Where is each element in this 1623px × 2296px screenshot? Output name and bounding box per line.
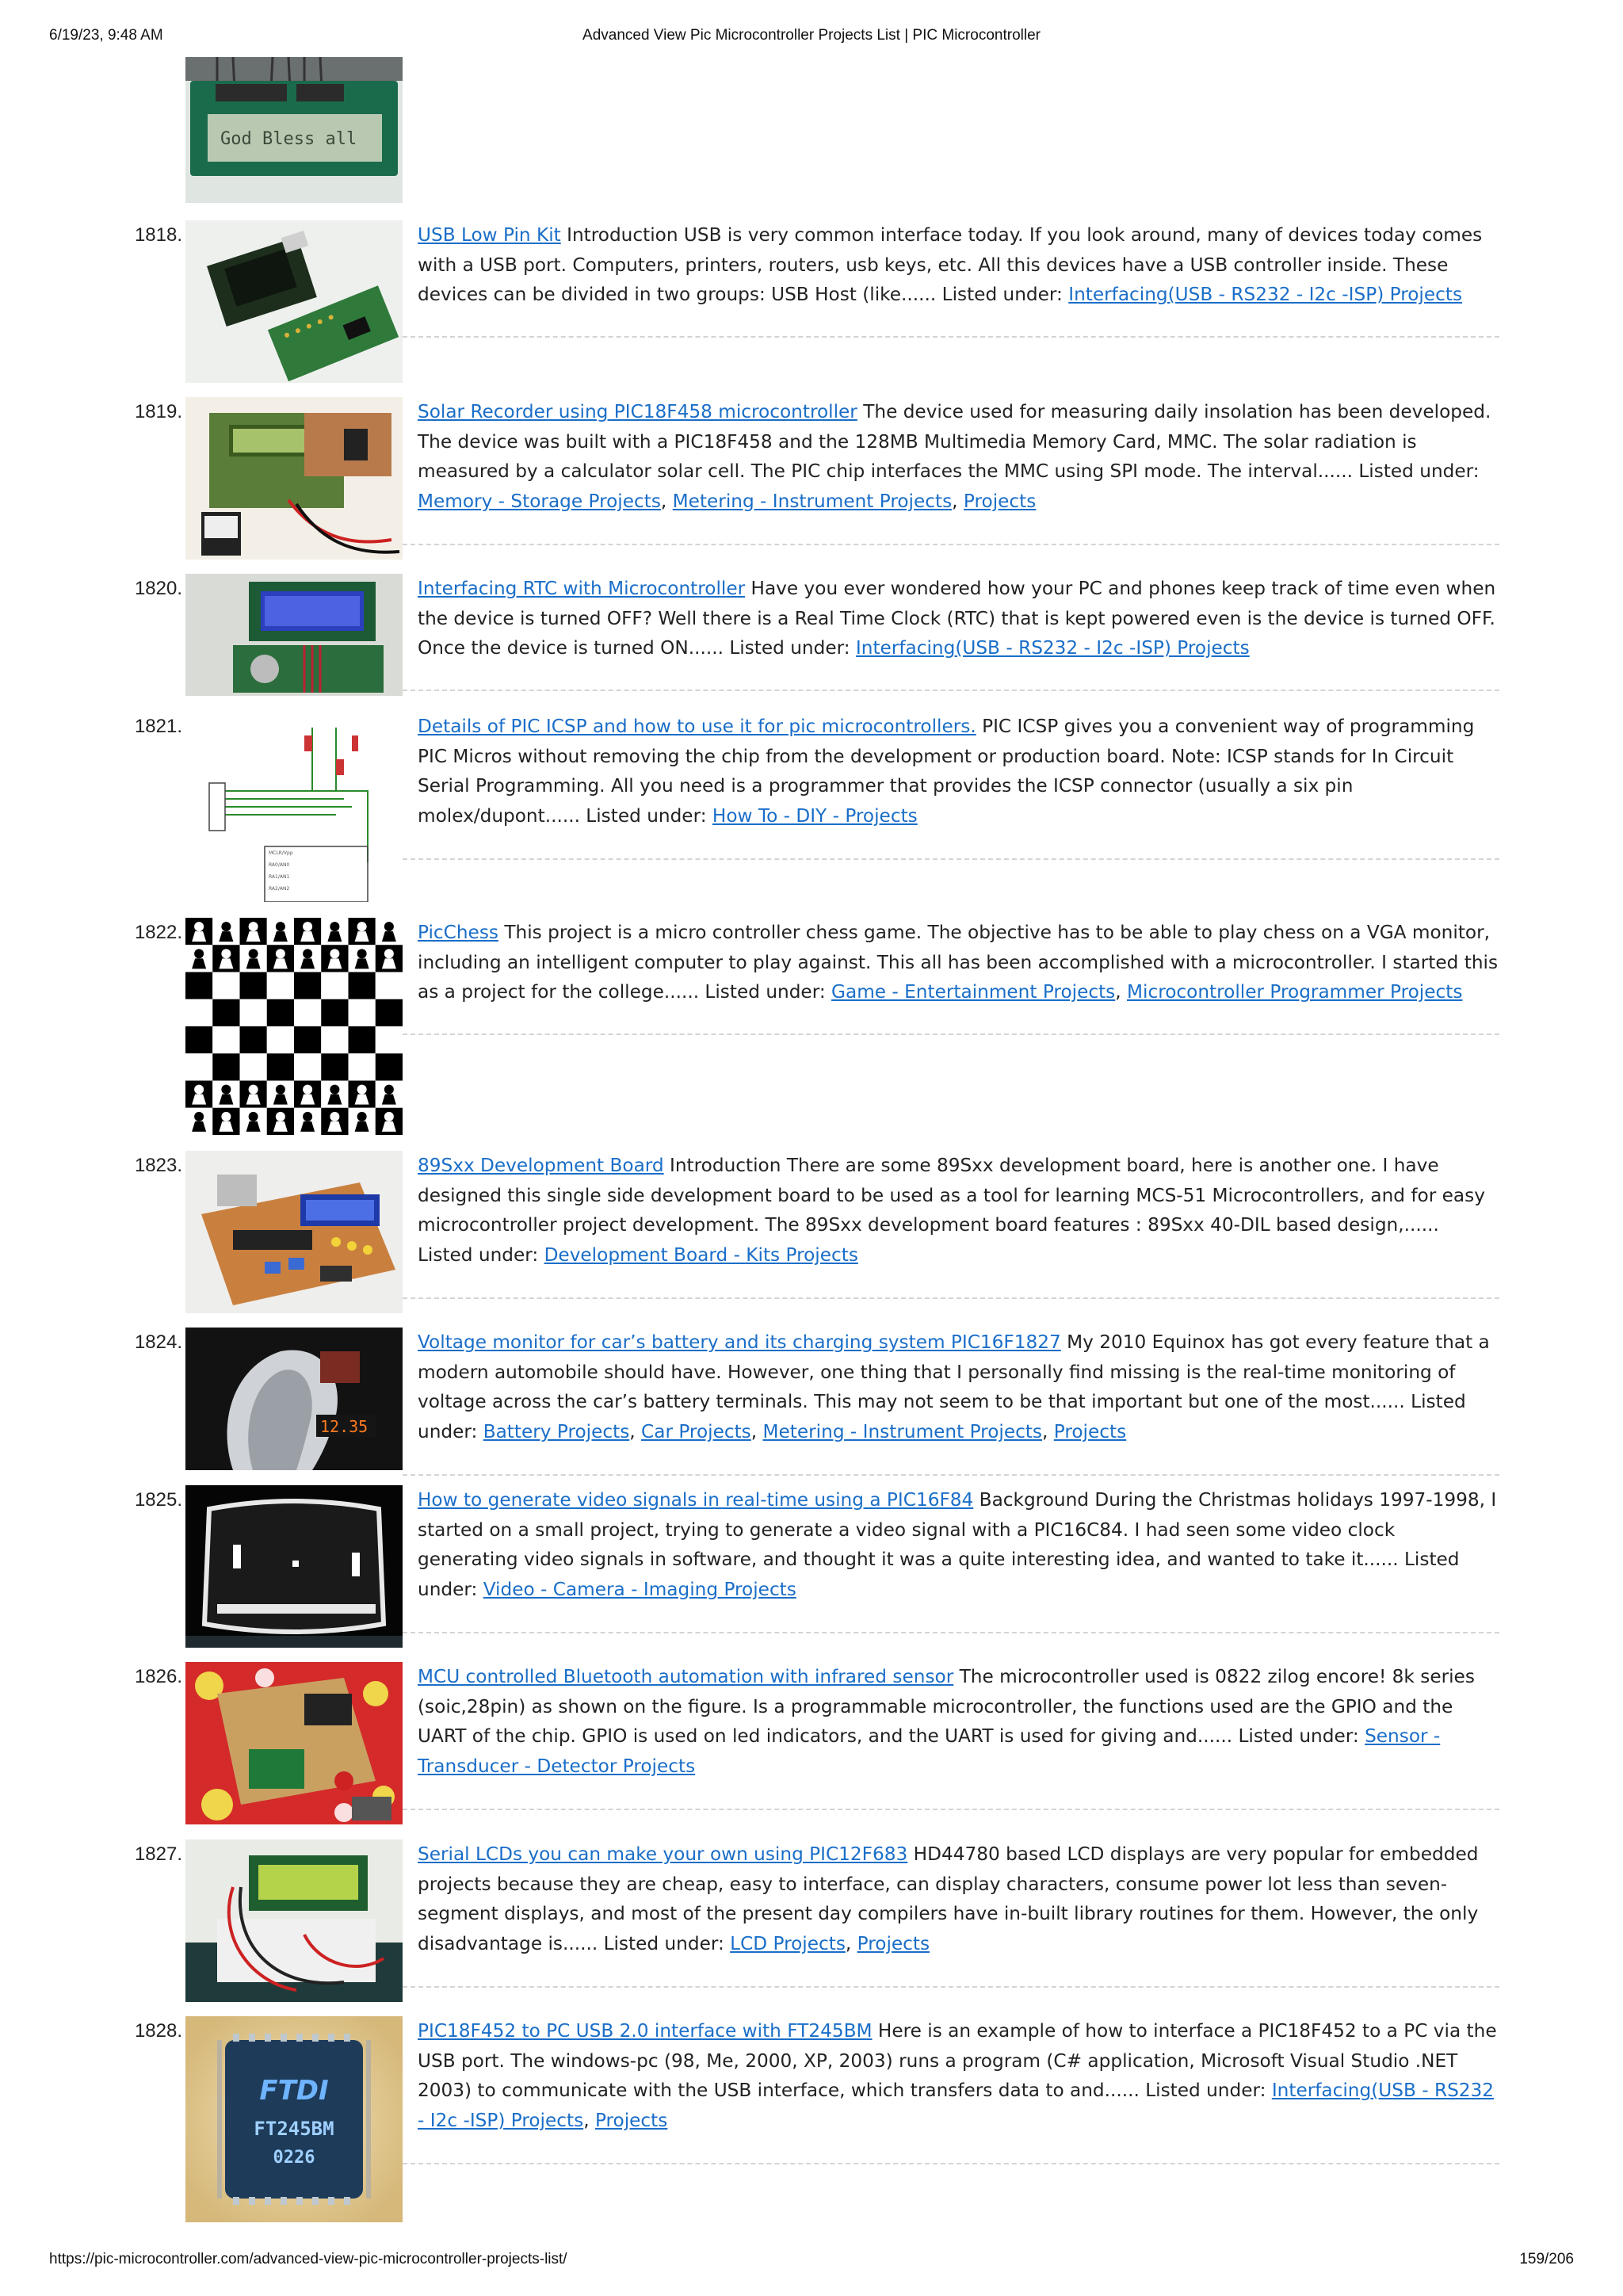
entry-excerpt: The device used for measuring daily insolation has been developed. The device was built with a PIC18F458 and the 128MB Multimedia Memory Card, MMC. The solar radiation is measured by a calculator solar cell. The PIC chip interfaces the MMC using SPI mode. The interval...... Listed under:	[418, 401, 1491, 482]
category-link[interactable]: Projects	[1053, 1420, 1127, 1442]
svg-text:RA2/AN2: RA2/AN2	[269, 886, 290, 892]
chip-brand: FTDI	[259, 2075, 329, 2107]
entry-thumbnail[interactable]	[185, 1485, 403, 1648]
entry-text	[418, 1151, 1499, 1270]
entry-text: PicChess This project is a micro controller chess game. The objective has to be able to play chess on a VGA monitor, including an intelligent computer to play against. This all has been accomplished with a microcontroller. I started this as a project for the college...... Listed under: Game - Entertainment Projects, Microcontroller Programmer Projects	[418, 922, 1499, 1003]
category-link[interactable]: Interfacing(USB - RS232 - I2c -ISP) Projects	[855, 637, 1250, 659]
entry-divider	[403, 1033, 1499, 1035]
entry-excerpt: Introduction USB is very common interface today. If you look around, many of devices today comes with a USB port. Computers, printers, routers, usb keys, etc. All this devices have a USB controller inside. These devices can be divided in two groups: USB Host (like...... Listed under:	[418, 224, 1483, 305]
category-link[interactable]: Video - Camera - Imaging Projects	[483, 1578, 796, 1600]
entry-title-link[interactable]: USB Low Pin Kit	[418, 224, 561, 246]
entry-thumbnail[interactable]	[185, 2016, 403, 2222]
entry-text: Serial LCDs you can make your own using PIC12F683 HD44780 based LCD displays are very popular for embedded projects because they are cheap, easy to interface, can display characters, consume power lot less than seven-segment displays, and most of the present day compilers have in-built library routines for them. However, the only disadvantage is...... Listed under: LCD Projects, Projects	[418, 1843, 1479, 1954]
lcd-text: God Bless all	[220, 129, 357, 149]
entry-number: 1819.	[134, 401, 182, 422]
category-link[interactable]: Metering - Instrument Projects	[672, 490, 953, 512]
entry-excerpt: This project is a micro controller chess game. The objective has to be able to play chess on a VGA monitor, including an intelligent computer to play against. This all has been accomplished with a microcontroller. I started this as a project for the college...... Listed under:	[418, 922, 1499, 1003]
entry-excerpt: PIC ICSP gives you a convenient way of programming PIC Micros without removing the chip from the development or production board. Note: ICSP stands for In Circuit Serial Programming. All you need is a programmer that provides the ICSP connector (usually a six pin molex/dupont...... Listed under:	[418, 716, 1475, 827]
entry-divider	[403, 1986, 1499, 1988]
category-link[interactable]: Game - Entertainment Projects	[831, 981, 1116, 1003]
entry-text	[418, 574, 1499, 663]
previous-entry-thumbnail[interactable]	[185, 57, 403, 203]
entry-text	[418, 1662, 1499, 1781]
entry-title-link[interactable]: Solar Recorder using PIC18F458 microcontroller	[418, 401, 857, 422]
thumb-voltage-display: 12.35	[320, 1417, 369, 1436]
print-header	[49, 27, 1574, 46]
print-page-title: Advanced View Pic Microcontroller Projects List | PIC Microcontroller	[582, 27, 1041, 44]
entry-thumbnail[interactable]	[185, 1662, 403, 1824]
entry-number: 1820.	[134, 578, 182, 599]
svg-text:RA1/AN1: RA1/AN1	[269, 874, 290, 880]
entry-thumbnail[interactable]	[185, 220, 403, 383]
category-link[interactable]: Microcontroller Programmer Projects	[1127, 981, 1463, 1003]
entry-divider	[403, 544, 1499, 545]
entry-number: 1825.	[134, 1489, 182, 1511]
entry-number: 1822.	[134, 922, 182, 943]
entry-divider	[403, 1809, 1499, 1810]
category-link[interactable]: Interfacing(USB - RS232 - I2c -ISP) Projects	[1068, 284, 1463, 305]
chip-code: 0226	[273, 2148, 315, 2168]
entry-number: 1826.	[134, 1666, 182, 1687]
category-link[interactable]: LCD Projects	[730, 1932, 846, 1954]
category-link[interactable]: Car Projects	[641, 1420, 751, 1442]
entry-text	[418, 712, 1499, 831]
category-link[interactable]: Development Board - Kits Projects	[544, 1244, 858, 1266]
entry-number: 1827.	[134, 1843, 182, 1865]
entry-excerpt: Here is an example of how to interface a PIC18F452 to a PC via the USB port. The windows-pc (98, Me, 2000, XP, 2003) runs a program (C# application, Microsoft Visual Studio .NET 2003) to communicate with the USB interface, which transfers data to and...... Listed under:	[418, 2020, 1497, 2101]
entry-divider	[403, 1632, 1499, 1633]
entry-divider	[403, 336, 1499, 338]
entry-title-link[interactable]: 89Sxx Development Board	[418, 1155, 664, 1176]
entry-text	[418, 1485, 1499, 1604]
chip-part: FT245BM	[254, 2118, 334, 2140]
entry-thumbnail[interactable]	[185, 1839, 403, 2002]
entry-text: Voltage monitor for car’s battery and its charging system PIC16F1827 My 2010 Equinox has got every feature that a modern automobile should have. However, one thing that I personally find missing is the real-time monitoring of voltage across the car’s battery terminals. This may not seem to be that important but one of the most...... Listed under: Battery Projects, Car Projects, Metering - Instrument Projects, Projects	[418, 1331, 1490, 1442]
entry-number: 1821.	[134, 716, 182, 737]
entry-divider	[403, 1474, 1499, 1476]
entry-text	[418, 220, 1499, 310]
entry-title-link[interactable]: How to generate video signals in real-time using a PIC16F84	[418, 1489, 974, 1511]
entry-excerpt: Introduction There are some 89Sxx development board, here is another one. I have designed this single side development board to be used as a tool for learning MCS-51 Microcontrollers, and for easy microcontroller project development. The 89Sxx development board features : 89Sxx 40-DIL based design,...... Listed under:	[418, 1155, 1485, 1266]
print-page-number: 159/206	[1519, 2251, 1574, 2267]
svg-text:RA0/AN0: RA0/AN0	[269, 862, 290, 868]
category-link[interactable]: Projects	[594, 2109, 668, 2131]
entry-thumbnail[interactable]	[185, 712, 403, 902]
category-link[interactable]: Interfacing(USB - RS232 - I2c -ISP) Projects	[418, 2080, 1495, 2131]
entry-title-link[interactable]: Voltage monitor for car’s battery and its charging system PIC16F1827	[418, 1331, 1061, 1353]
entry-excerpt: Have you ever wondered how your PC and phones keep track of time even when the device is turned OFF? Well there is a Real Time Clock (RTC) that is kept powered even is the device is turned OFF. Once the device is turned ON...... Listed under:	[418, 578, 1496, 659]
entry-number: 1823.	[134, 1155, 182, 1176]
entry-thumbnail[interactable]	[185, 918, 403, 1135]
entry-text: Solar Recorder using PIC18F458 microcontroller The device used for measuring daily insolation has been developed. The device was built with a PIC18F458 and the 128MB Multimedia Memory Card, MMC. The solar radiation is measured by a calculator solar cell. The PIC chip interfaces the MMC using SPI mode. The interval...... Listed under: Memory - Storage Projects, Metering - Instrument Projects, Projects	[418, 401, 1491, 512]
print-datetime: 6/19/23, 9:48 AM	[49, 27, 163, 44]
entry-divider	[403, 690, 1499, 691]
entry-thumbnail[interactable]	[185, 397, 403, 560]
category-link[interactable]: Projects	[963, 490, 1037, 512]
category-link[interactable]: Sensor - Transducer - Detector Projects	[418, 1725, 1441, 1777]
entry-excerpt: The microcontroller used is 0822 zilog encore! 8k series (soic,28pin) as shown on the figure. Is a programmable microcontroller, the functions used are the GPIO and the UART of the chip. GPIO is used on led indicators, and the UART is used for giving and...... Listed under:	[418, 1666, 1475, 1747]
category-link[interactable]: Memory - Storage Projects	[418, 490, 661, 512]
entry-title-link[interactable]: MCU controlled Bluetooth automation with infrared sensor	[418, 1666, 954, 1687]
entry-title-link[interactable]: PicChess	[418, 922, 498, 943]
entry-excerpt: HD44780 based LCD displays are very popular for embedded projects because they are cheap, easy to interface, can display characters, consume power lot less than seven-segment displays, and most of the present day compilers have in-built library routines for them. However, the only disadvantage is...... Listed under:	[418, 1843, 1479, 1954]
entry-number: 1828.	[134, 2020, 182, 2042]
entry-thumbnail[interactable]	[185, 1151, 403, 1313]
category-link[interactable]: How To - DIY - Projects	[712, 804, 918, 827]
print-url: https://pic-microcontroller.com/advanced-view-pic-microcontroller-projects-list/	[49, 2251, 567, 2267]
entry-number: 1824.	[134, 1331, 182, 1353]
entry-text: PIC18F452 to PC USB 2.0 interface with FT245BM Here is an example of how to interface a PIC18F452 to a PC via the USB port. The windows-pc (98, Me, 2000, XP, 2003) runs a program (C# application, Microsoft Visual Studio .NET 2003) to communicate with the USB interface, which transfers data to and...... Listed under: Interfacing(USB - RS232 - I2c -ISP) Projects, Projects	[418, 2020, 1497, 2131]
entry-divider	[403, 2163, 1499, 2164]
entry-title-link[interactable]: PIC18F452 to PC USB 2.0 interface with FT245BM	[418, 2020, 873, 2042]
entry-excerpt: My 2010 Equinox has got every feature that a modern automobile should have. However, one thing that I personally find missing is the real-time monitoring of voltage across the car’s battery terminals. This may not seem to be that important but one of the most...... Listed under:	[418, 1331, 1490, 1442]
entry-title-link[interactable]: Details of PIC ICSP and how to use it for pic microcontrollers.	[418, 716, 976, 737]
entry-thumbnail[interactable]	[185, 1328, 403, 1470]
entry-excerpt: Background During the Christmas holidays 1997-1998, I started on a small project, trying to generate a video signal with a PIC16C84. I had seen some video clock generating video signals in software, and thought it was a quite interesting idea, and wanted to take it...... Listed under:	[418, 1489, 1497, 1600]
category-link[interactable]: Metering - Instrument Projects	[762, 1420, 1043, 1442]
entry-divider	[403, 858, 1499, 860]
svg-text:MCLR/Vpp: MCLR/Vpp	[269, 850, 293, 856]
entry-number: 1818.	[134, 224, 182, 246]
entry-title-link[interactable]: Serial LCDs you can make your own using PIC12F683	[418, 1843, 908, 1865]
print-footer	[49, 2251, 1574, 2270]
category-link[interactable]: Projects	[857, 1932, 930, 1954]
entry-title-link[interactable]: Interfacing RTC with Microcontroller	[418, 578, 746, 599]
entry-thumbnail[interactable]	[185, 574, 403, 696]
entry-divider	[403, 1297, 1499, 1299]
category-link[interactable]: Battery Projects	[483, 1420, 630, 1442]
